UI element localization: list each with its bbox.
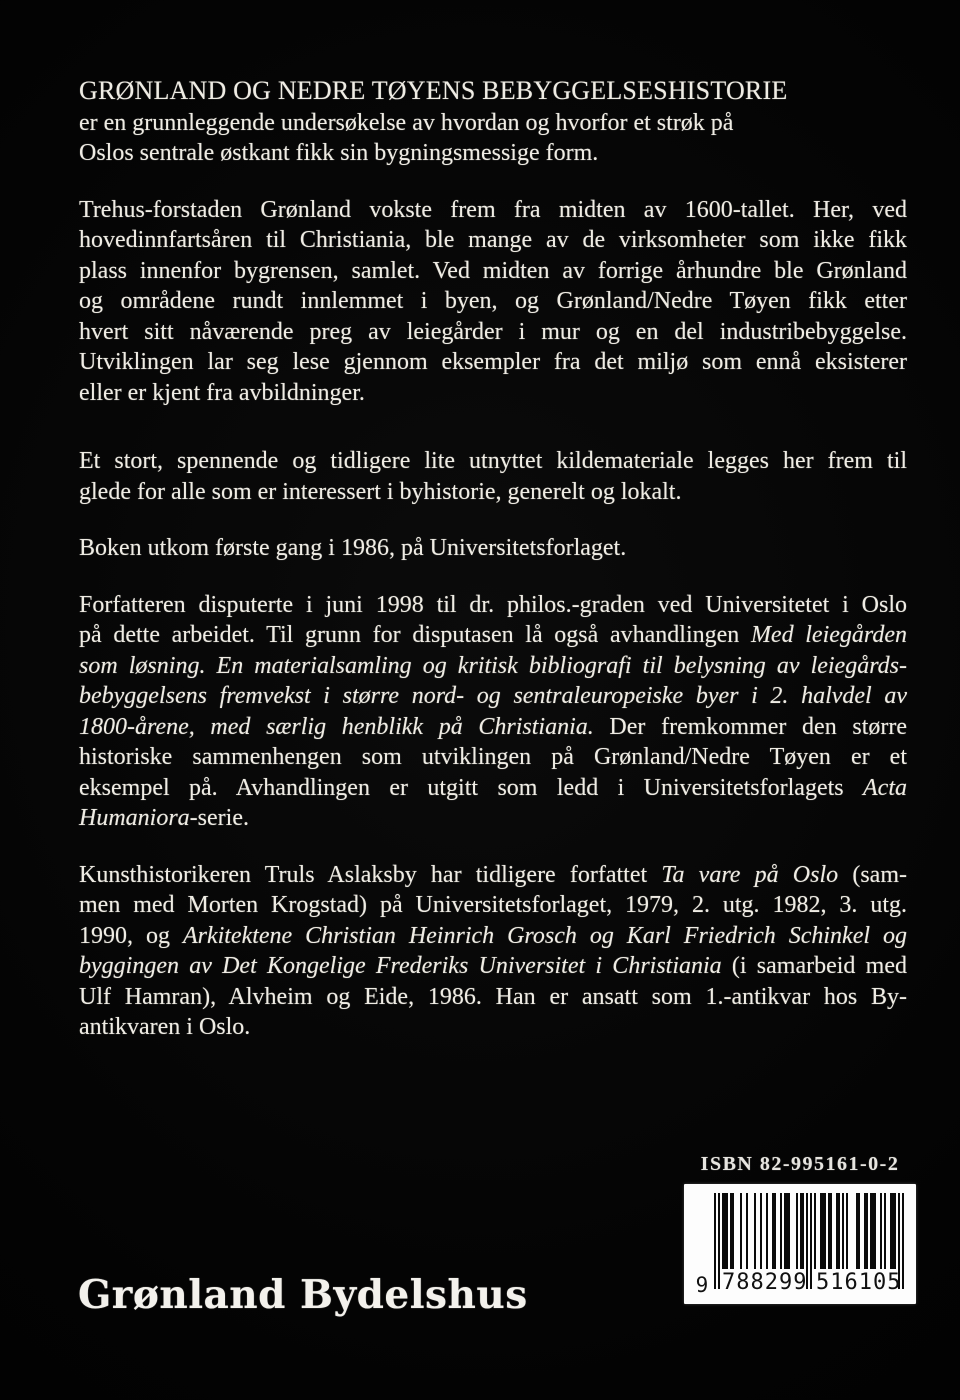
text-line: hvert sitt nåværende preg av leiegårder i mur og en del industribebyggelse. bbox=[79, 318, 907, 345]
text-line: hovedinnfartsåren til Christiania, ble mange av de virksomheter som ikke fikk bbox=[79, 227, 907, 253]
isbn-area bbox=[654, 1153, 946, 1304]
text-line: plass innenfor bygrensen, samlet. Ved midten av forrige århundre ble Grønland bbox=[79, 257, 907, 284]
paragraph bbox=[79, 533, 907, 564]
paragraph bbox=[79, 195, 907, 409]
text-line: Humaniora-serie. bbox=[79, 805, 249, 831]
text-line: Forfatteren disputerte i juni 1998 til dr. philos.-graden ved Universitetet i Oslo bbox=[79, 591, 907, 618]
text-line: Ulf Hamran), Alvheim og Eide, 1986. Han er ansatt som 1.-antikvar hos By- bbox=[79, 983, 907, 1010]
paragraph bbox=[79, 590, 907, 834]
text-line: Trehus-forstaden Grønland vokste frem fra midten av 1600-tallet. Her, ved bbox=[79, 196, 907, 223]
paragraph bbox=[79, 76, 907, 169]
text-line: bebyggelsens fremvekst i større nord- og sentraleuropeiske byer i 2. halvdel av bbox=[79, 683, 907, 709]
isbn-number: ISBN 82-995161-0-2 bbox=[700, 1153, 900, 1175]
text-line: Kunsthistorikeren Truls Aslaksby har tidligere forfattet Ta vare på Oslo (sam- bbox=[79, 861, 907, 888]
text-line: Oslos sentrale østkant fikk sin bygningsmessige form. bbox=[79, 140, 599, 166]
text-line: Et stort, spennende og tidligere lite utnyttet kildemateriale legges her frem til bbox=[79, 448, 907, 474]
text-line: er en grunnleggende undersøkelse av hvordan og hvorfor et strøk på bbox=[79, 109, 734, 136]
barcode-digit-group-1: 788299 bbox=[722, 1270, 808, 1295]
publisher-name: Grønland Bydelshus bbox=[78, 1272, 528, 1318]
barcode bbox=[684, 1184, 916, 1304]
text-line: på dette arbeidet. Til grunn for disputasen lå også avhandlingen Med leiegården bbox=[79, 622, 907, 648]
text-line: byggingen av Det Kongelige Frederiks Universitet i Christiania (i samarbeid med bbox=[79, 953, 907, 979]
barcode-digits bbox=[684, 1270, 916, 1296]
text-line: som løsning. En materialsamling og kritisk bibliografi til belysning av leiegårds- bbox=[79, 652, 907, 679]
text-line: Utviklingen lar seg lese gjennom eksempler fra det miljø som ennå eksisterer bbox=[79, 349, 907, 375]
text-line: 1800-årene, med særlig henblikk på Christiania. Der fremkommer den større bbox=[79, 713, 908, 740]
paragraph bbox=[79, 446, 907, 507]
body-text bbox=[79, 76, 907, 1069]
text-line: antikvaren i Oslo. bbox=[79, 1014, 251, 1040]
text-line: glede for alle som er interessert i byhistorie, generelt og lokalt. bbox=[79, 478, 682, 505]
text-line: og områdene rundt innlemmet i byen, og Grønland/Nedre Tøyen fikk etter bbox=[79, 288, 907, 314]
paragraph bbox=[79, 860, 907, 1043]
text-line: Boken utkom første gang i 1986, på Universitetsforlaget. bbox=[79, 535, 627, 561]
text-line: eksempel på. Avhandlingen er utgitt som ledd i Universitetsforlagets Acta bbox=[79, 774, 907, 801]
text-line: historiske sammenhengen som utviklingen på Grønland/Nedre Tøyen er et bbox=[79, 744, 907, 770]
text-line: men med Morten Krogstad) på Universitetsforlaget, 1979, 2. utg. 1982, 3. utg. bbox=[79, 892, 907, 918]
text-line: GRØNLAND OG NEDRE TØYENS BEBYGGELSESHISTORIE bbox=[79, 76, 788, 105]
text-line: 1990, og Arkitektene Christian Heinrich Grosch og Karl Friedrich Schinkel og bbox=[79, 922, 907, 949]
barcode-lead-digit: 9 bbox=[695, 1273, 709, 1297]
text-line: eller er kjent fra avbildninger. bbox=[79, 379, 365, 406]
barcode-digit-group-2: 516105 bbox=[816, 1270, 902, 1295]
